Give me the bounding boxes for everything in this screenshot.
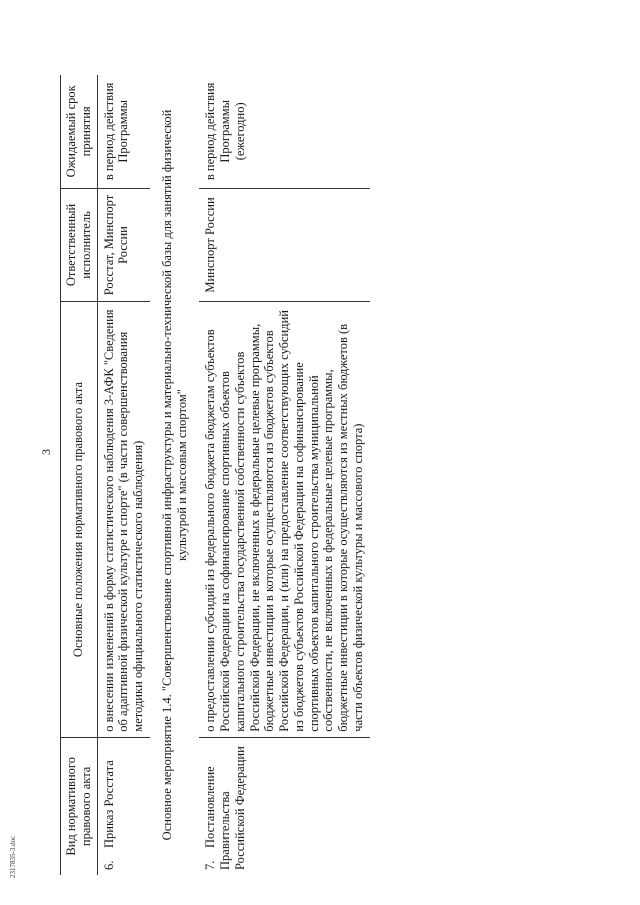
footer-doc-code: 2317835-3.doc: [9, 835, 17, 878]
table-row: [97, 75, 150, 875]
row7-term: в период действия Программы (ежегодно): [199, 75, 369, 188]
row6-content: о внесении изменений в форму статистического наблюдения 3-АФК "Сведения об адаптивной физической культуре и спорте" (в части совершенствования методики официального статистического наблюдения): [97, 302, 150, 737]
row7-type-cell: [199, 737, 369, 875]
page-number: 3: [39, 449, 53, 455]
row-number: 7.: [203, 860, 218, 870]
rotated-page: [60, 35, 620, 875]
row6-term: в период действия Программы: [97, 75, 150, 188]
section-heading-row: [150, 75, 200, 875]
section-heading: Основное мероприятие 1.4. "Совершенствование спортивной инфраструктуры и материально-технической базы для занятий физической культурой и массовым спортом": [159, 109, 189, 841]
table-header-row: [61, 75, 98, 875]
row6-type-cell: [97, 737, 150, 875]
row7-content: о предоставлении субсидий из федерального бюджета бюджетам субъектов Российской Федерации на софинансирование спортивных объектов капитального строительства государственной собственности субъектов Российской Федерации, не включенных в федеральные целевые программы, бюджетные инвестиции в которые осуществляются из бюджетов субъектов Российской Федерации, и (или) на предоставление соответствующих субсидий из бюджетов субъектов Российской Федерации на софинансирование спортивных объектов капитального строительства муниципальной собственности, не включенных в федеральные целевые программы, бюджетные инвестиции в которые осуществляются из местных бюджетов (в части объектов физической культуры и массового спорта): [199, 302, 369, 737]
header-term: Ожидаемый срок принятия: [61, 75, 98, 188]
header-executor: Ответственный исполнитель: [61, 188, 98, 302]
legal-acts-table: [60, 75, 370, 875]
row6-type: Приказ Росстата: [101, 760, 116, 848]
row6-executor: Росстат, Минспорт России: [97, 188, 150, 302]
row7-type: Постановление Правительства Российской Федерации: [203, 746, 247, 870]
row-number: 6.: [101, 860, 116, 870]
header-act-type: Вид нормативного правового акта: [61, 737, 98, 875]
header-provisions: Основные положения нормативного правового акта: [61, 302, 98, 737]
table-row: [199, 75, 369, 875]
row7-executor: Минспорт России: [199, 188, 369, 302]
